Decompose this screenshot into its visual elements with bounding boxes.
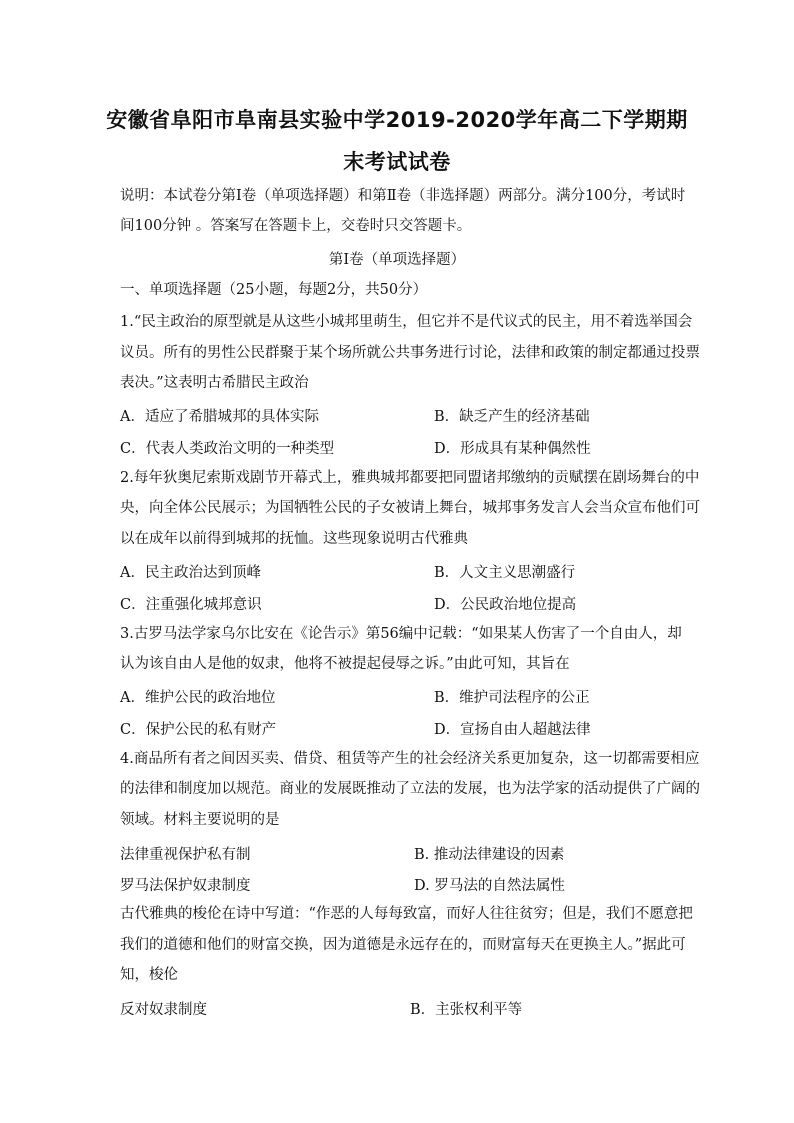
question-3-option-d: D．宣扬自由人超越法律 xyxy=(434,722,591,738)
question-2-option-a: A．民主政治达到顶峰 xyxy=(120,565,261,581)
question-2-stem-line-1: 2.每年狄奥尼索斯戏剧节开幕式上，雅典城邦都要把同盟诸邦缴纳的贡赋摆在剧场舞台的中 xyxy=(120,470,700,486)
question-4-stem-line-3: 领域。材料主要说明的是 xyxy=(120,812,280,828)
question-1-option-a: A．适应了希腊城邦的具体实际 xyxy=(120,409,319,425)
part-title: 第Ⅰ卷（单项选择题） xyxy=(328,252,466,268)
question-1-stem-line-2: 议员。所有的男性公民群聚于某个场所就公共事务进行讨论，法律和政策的制定都通过投票 xyxy=(120,345,700,361)
question-4-option-b: B. 推动法律建设的因素 xyxy=(414,847,565,863)
question-1-option-c: C．代表人类政治文明的一种类型 xyxy=(120,441,335,457)
question-5-option-b: B．主张权利平等 xyxy=(410,1002,523,1018)
exam-title-line-1: 安徽省阜阳市阜南县实验中学2019-2020学年高二下学期期 xyxy=(106,108,688,132)
question-4-stem-line-2: 的法律和制度加以规范。商业的发展既推动了立法的发展，也为法学家的活动提供了广阔的 xyxy=(120,781,700,797)
question-1-option-b: B．缺乏产生的经济基础 xyxy=(434,409,590,425)
question-5-stem-line-3: 知，梭伦 xyxy=(120,967,178,983)
question-3-option-b: B．维护司法程序的公正 xyxy=(434,690,590,706)
question-5-stem-line-2: 我们的道德和他们的财富交换，因为道德是永远存在的，而财富每天在更换主人。”据此可 xyxy=(120,937,686,953)
question-4-option-d: D. 罗马法的自然法属性 xyxy=(414,878,565,894)
question-1-stem-line-3: 表决。”这表明古希腊民主政治 xyxy=(120,375,309,391)
section-heading: 一、单项选择题（25小题，每题2分，共50分） xyxy=(120,282,428,298)
question-3-stem-line-1: 3.古罗马法学家乌尔比安在《论告示》第56编中记载：“如果某人伤害了一个自由人，却 xyxy=(120,626,682,642)
question-2-option-b: B．人文主义思潮盛行 xyxy=(434,565,576,581)
question-5-option-a: 反对奴隶制度 xyxy=(120,1002,207,1018)
question-3-option-a: A．维护公民的政治地位 xyxy=(120,690,276,706)
question-4-option-a: 法律重视保护私有制 xyxy=(120,847,251,863)
question-2-option-c: C．注重强化城邦意识 xyxy=(120,597,262,613)
question-2-stem-line-3: 以在成年以前得到城邦的抚恤。这些现象说明古代雅典 xyxy=(120,531,468,547)
instructions-line-1: 说明：本试卷分第Ⅰ卷（单项选择题）和第Ⅱ卷（非选择题）两部分。满分100分，考试时 xyxy=(120,188,686,204)
question-4-stem-line-1: 4.商品所有者之间因买卖、借贷、租赁等产生的社会经济关系更加复杂，这一切都需要相应 xyxy=(120,751,700,767)
question-1-stem-line-1: 1.“民主政治的原型就是从这些小城邦里萌生，但它并不是代议式的民主，用不着选举国会 xyxy=(120,314,693,330)
question-1-option-d: D．形成具有某种偶然性 xyxy=(434,441,591,457)
question-5-stem-line-1: 古代雅典的梭伦在诗中写道：“作恶的人每每致富，而好人往往贫穷；但是，我们不愿意把 xyxy=(120,906,693,922)
question-4-option-c: 罗马法保护奴隶制度 xyxy=(120,878,251,894)
instructions-line-2: 间100分钟 。答案写在答题卡上，交卷时只交答题卡。 xyxy=(120,218,472,234)
question-2-stem-line-2: 央，向全体公民展示；为国牺牲公民的子女被请上舞台，城邦事务发言人会当众宣布他们可 xyxy=(120,500,700,516)
exam-title-line-2: 末考试试卷 xyxy=(343,150,451,174)
question-3-stem-line-2: 认为该自由人是他的奴隶，他将不被提起侵辱之诉。”由此可知，其旨在 xyxy=(120,656,570,672)
question-3-option-c: C．保护公民的私有财产 xyxy=(120,722,277,738)
question-2-option-d: D．公民政治地位提高 xyxy=(434,597,577,613)
